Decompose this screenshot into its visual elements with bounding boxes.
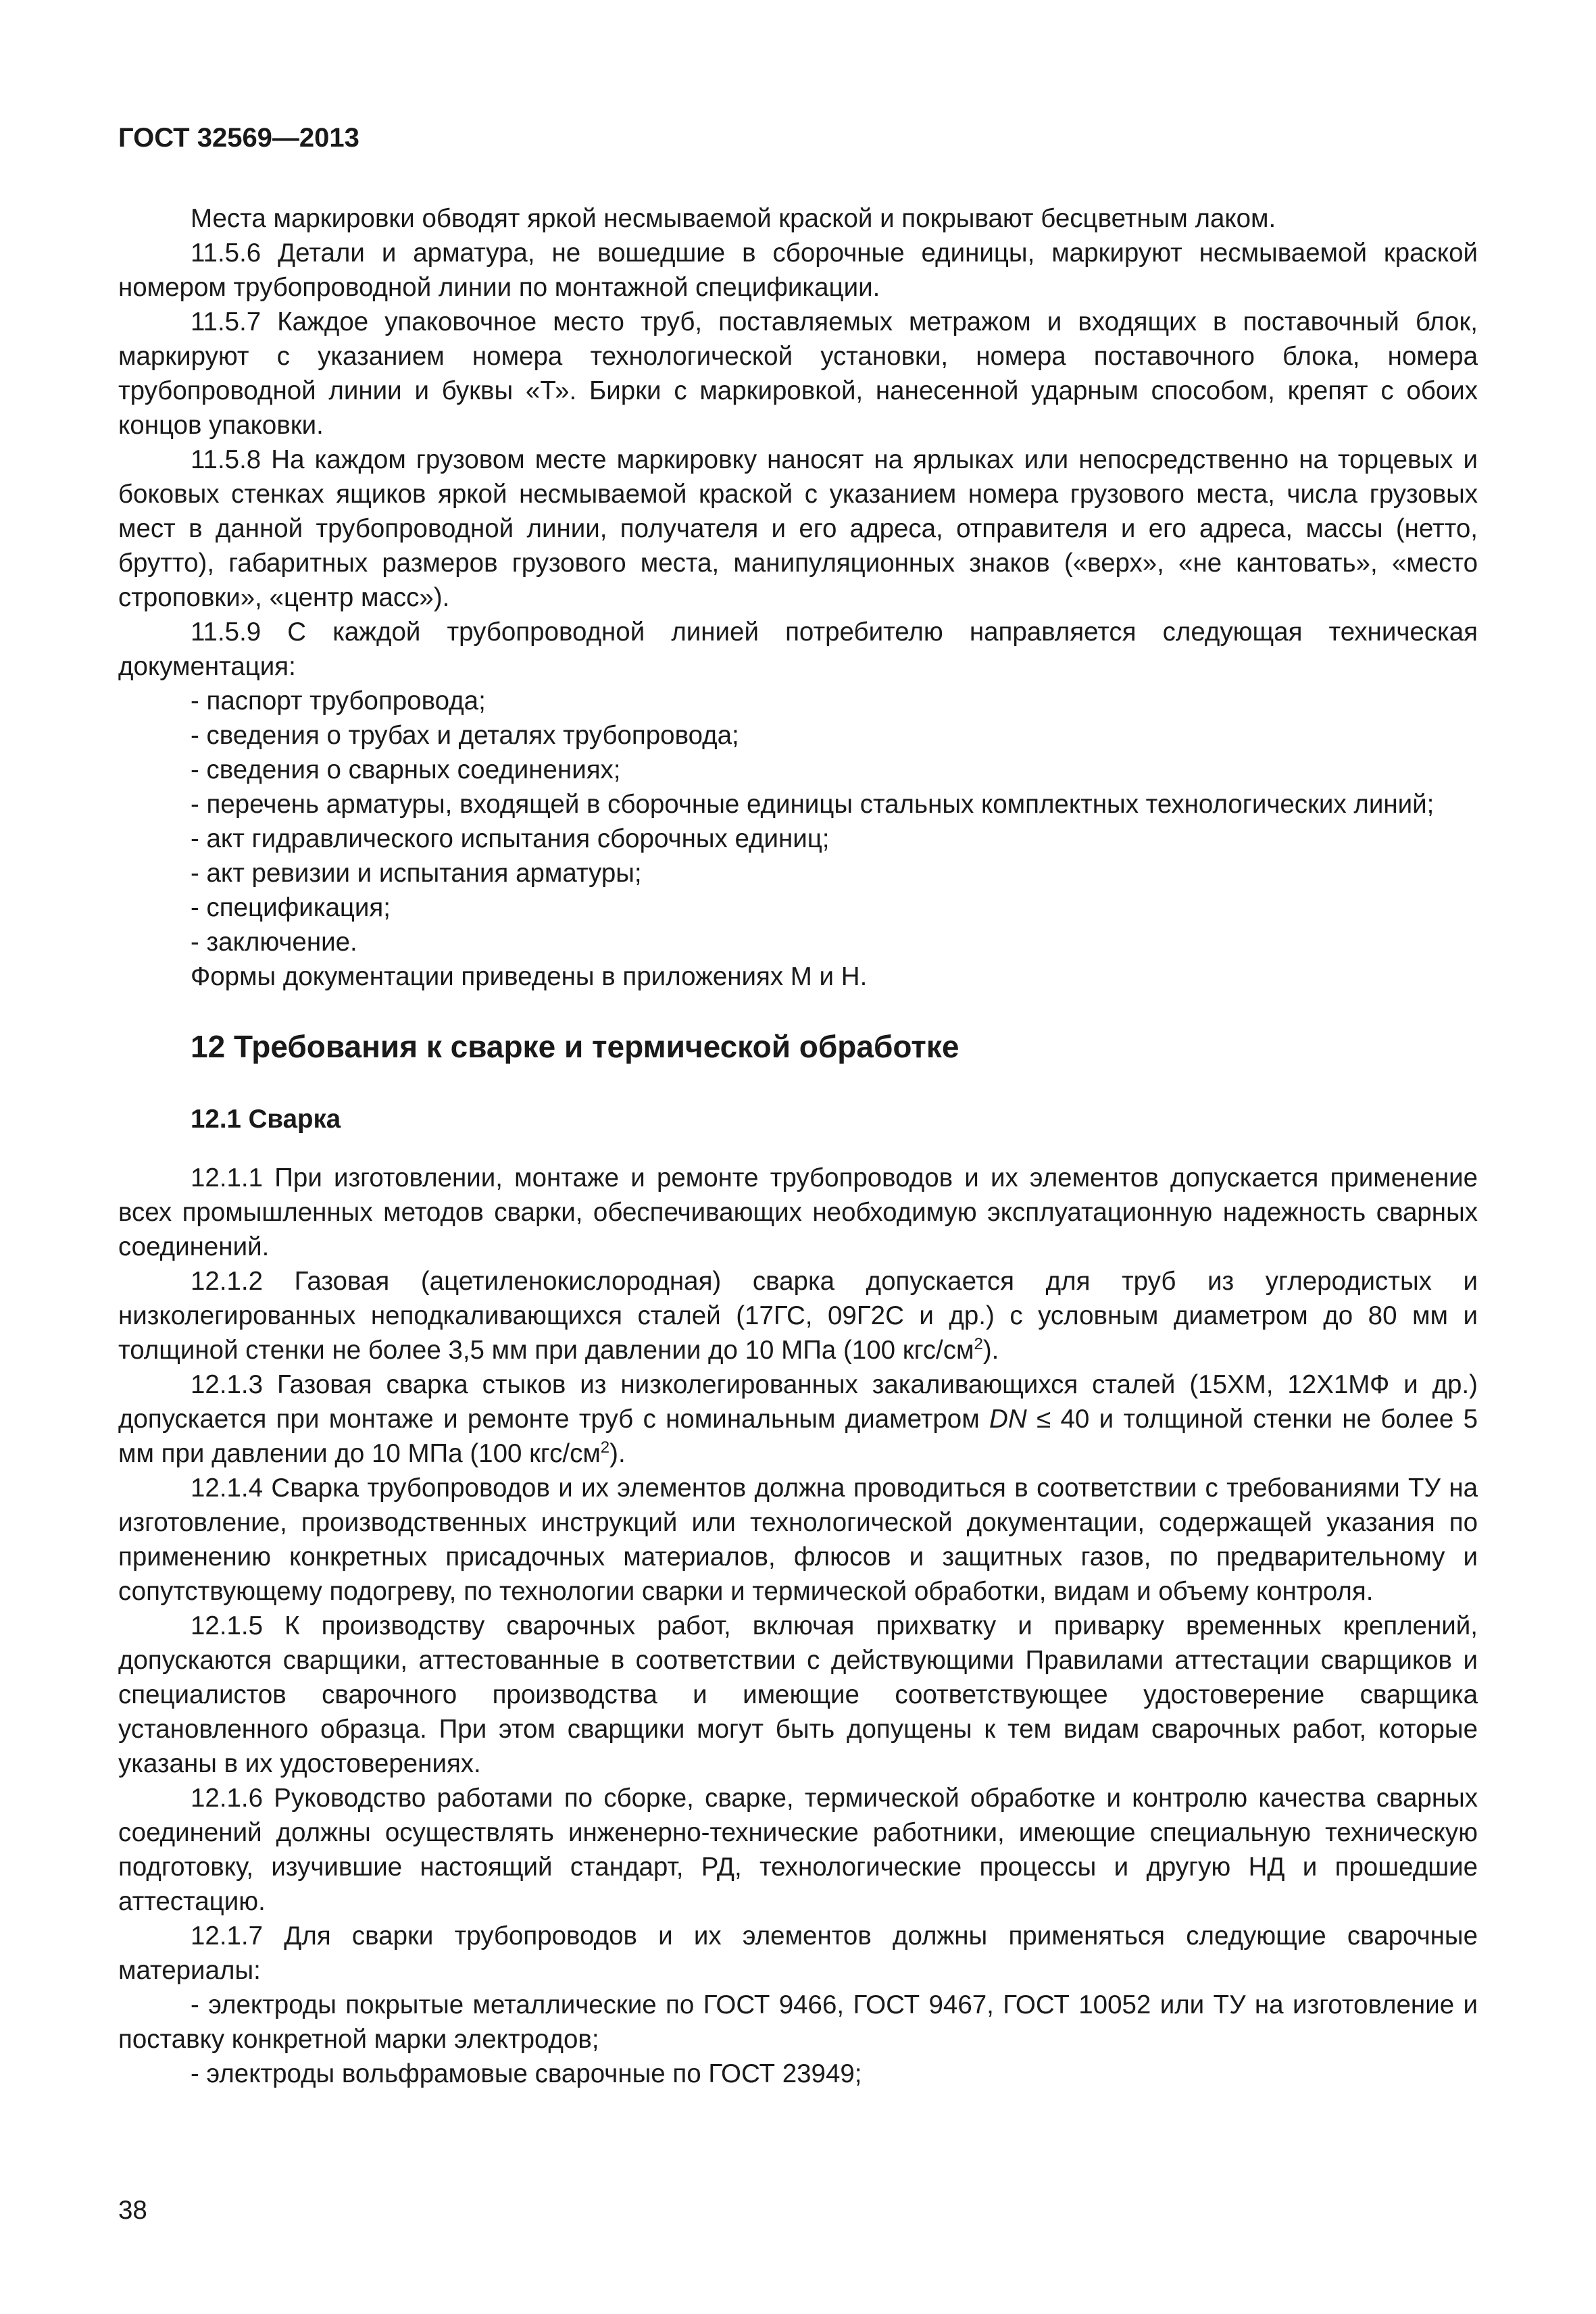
paragraph: 12.1.5 К производству сварочных работ, включая прихватку и приварку временных креплений, допускаются сварщики, аттестованные в соответствии с действующими Правилами аттестации сварщиков и специалистов сварочного производства и имеющие соответствующее удостоверение сварщика установленного образца. При этом сварщики могут быть допущены к тем видам сварочных работ, которые указаны в их удостоверениях.	[118, 1611, 1478, 1778]
list-item: - акт гидравлического испытания сборочных единиц;	[191, 824, 830, 853]
paragraph: 12.1.4 Сварка трубопроводов и их элементов должна проводиться в соответствии с требованиями ТУ на изготовление, производственных инструкций или технологической документации, содержащей указания по применению конкретных присадочных материалов, флюсов и защитных газов, по предварительному и сопутствующему подогреву, по технологии сварки и термической обработки, видам и объему контроля.	[118, 1474, 1478, 1606]
list-item: - электроды покрытые металлические по ГОСТ 9466, ГОСТ 9467, ГОСТ 10052 или ТУ на изготовление и поставку конкретной марки электродов;	[118, 1990, 1478, 2054]
superscript: 2	[600, 1438, 610, 1457]
superscript: 2	[974, 1335, 983, 1354]
paragraph: Формы документации приведены в приложениях М и Н.	[191, 962, 868, 991]
document-body	[118, 201, 1478, 2091]
subsection-heading: 12.1 Сварка	[191, 1105, 341, 1134]
paragraph: 11.5.7 Каждое упаковочное место труб, поставляемых метражом и входящих в поставочный блок, маркируют с указанием номера технологической установки, номера поставочного блока, номера трубопроводной линии и буквы «Т». Бирки с маркировкой, нанесенной ударным способом, крепят с обоих концов упаковки.	[118, 307, 1478, 440]
paragraph: 12.1.6 Руководство работами по сборке, сварке, термической обработке и контролю качества сварных соединений должны осуществлять инженерно-технические работники, имеющие специальную техническую подготовку, изучившие настоящий стандарт, РД, технологические процессы и другую НД и прошедшие аттестацию.	[118, 1784, 1478, 1916]
paragraph: 11.5.6 Детали и арматура, не вошедшие в сборочные единицы, маркируют несмываемой краской номером трубопроводной линии по монтажной спецификации.	[118, 238, 1478, 302]
page-number: 38	[118, 2196, 147, 2225]
list-item: - перечень арматуры, входящей в сборочные единицы стальных комплектных технологических линий;	[191, 790, 1435, 819]
list-item: - паспорт трубопровода;	[191, 686, 486, 715]
paragraph	[118, 1264, 1478, 1367]
list-item: - электроды вольфрамовые сварочные по ГОСТ 23949;	[191, 2059, 862, 2088]
paragraph-text: 12.1.3 Газовая сварка стыков из низколегированных закаливающихся сталей (15ХМ, 12Х1МФ и др.) допускается при монтаже и ремонте труб с номинальным диаметром	[118, 1370, 1478, 1434]
paragraph: 12.1.7 Для сварки трубопроводов и их элементов должны применяться следующие сварочные материалы:	[118, 1921, 1478, 1985]
paragraph-text: ≤ 40 и толщиной стенки не более 5 мм при давлении до 10 МПа (100 кгс/см	[118, 1405, 1478, 1468]
paragraph: 11.5.8 На каждом грузовом месте маркировку наносят на ярлыках или непосредственно на торцевых и боковых стенках ящиков яркой несмываемой краской с указанием номера грузового места, числа грузовых мест в данной трубопроводной линии, получателя и его адреса, отправителя и его адреса, массы (нетто, брутто), габаритных размеров грузового места, манипуляционных знаков («верх», «не кантовать», «место строповки», «центр масс»).	[118, 445, 1478, 612]
dn-symbol: DN	[989, 1405, 1027, 1434]
section-heading: 12 Требования к сварке и термической обработке	[191, 1029, 959, 1064]
list-item: - акт ревизии и испытания арматуры;	[191, 859, 642, 888]
list-item: - сведения о сварных соединениях;	[191, 755, 621, 784]
list-item: - заключение.	[191, 928, 357, 957]
paragraph-tail: ).	[982, 1336, 999, 1365]
list-item: - спецификация;	[191, 893, 391, 922]
paragraph: Места маркировки обводят яркой несмываемой краской и покрывают бесцветным лаком.	[191, 204, 1276, 233]
paragraph-text: 12.1.2 Газовая (ацетиленокислородная) сварка допускается для труб из углеродистых и низколегированных неподкаливающихся сталей (17ГС, 09Г2С и др.) с условным диаметром до 80 мм и толщиной стенки не более 3,5 мм при давлении до 10 МПа (100 кгс/см	[118, 1267, 1478, 1365]
document-code-header: ГОСТ 32569—2013	[118, 123, 359, 153]
paragraph: 12.1.1 При изготовлении, монтаже и ремонте трубопроводов и их элементов допускается применение всех промышленных методов сварки, обеспечивающих необходимую эксплуатационную надежность сварных соединений.	[118, 1163, 1478, 1261]
list-item: - сведения о трубах и деталях трубопровода;	[191, 721, 739, 750]
paragraph: 11.5.9 С каждой трубопроводной линией потребителю направляется следующая техническая документация:	[118, 618, 1478, 681]
paragraph-tail: ).	[609, 1439, 626, 1468]
paragraph	[118, 1367, 1478, 1471]
